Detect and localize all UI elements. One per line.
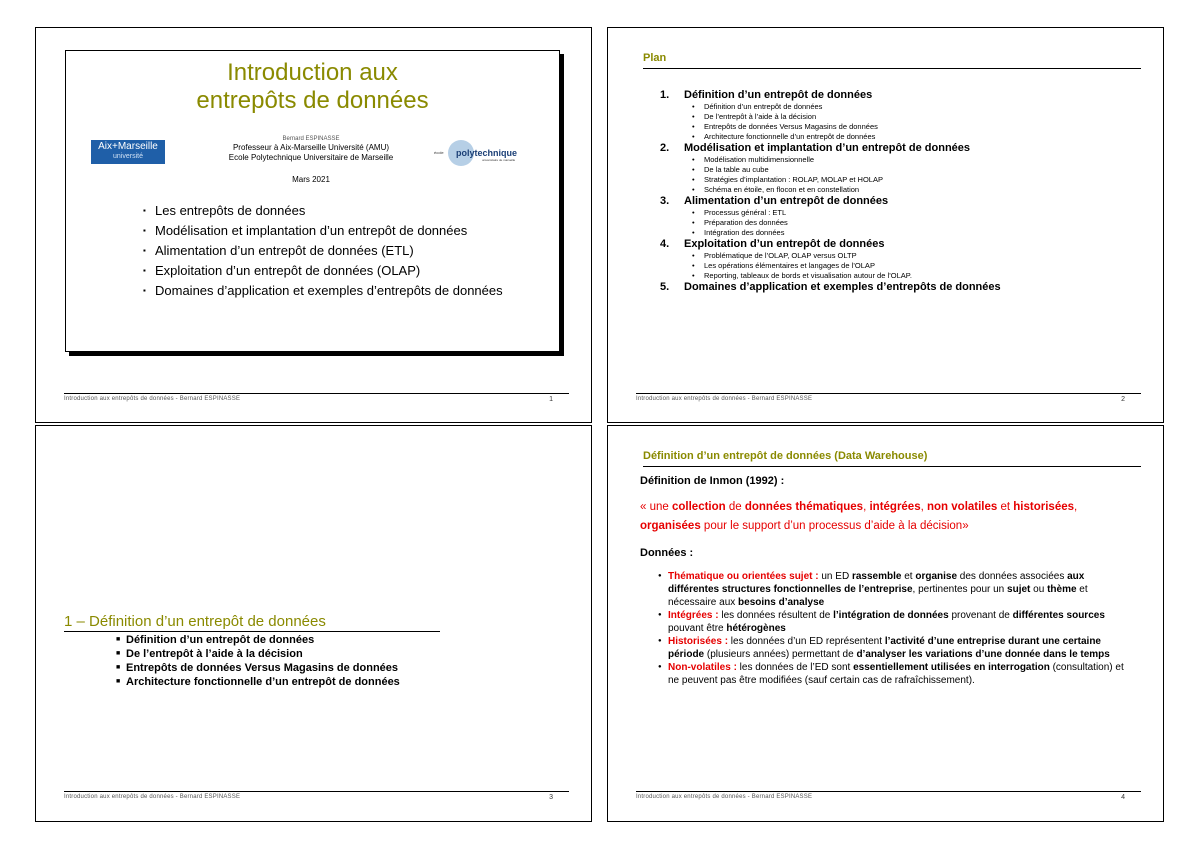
donnees-fragment: les données d’un ED représentent <box>728 636 885 647</box>
slide-number: 1 <box>549 396 553 403</box>
plan-section <box>660 142 1130 155</box>
definition-fragment: de <box>725 501 745 513</box>
bullet-item: ▪ Modélisation et implantation d’un entrepôt de données <box>143 221 563 241</box>
plan-subitem: • Définition d’un entrepôt de données <box>660 102 1130 112</box>
donnees-fragment: provenant de <box>948 610 1013 621</box>
donnees-fragment: , pertinentes pour un <box>912 584 1008 595</box>
inmon-heading: Définition de Inmon (1992) : <box>640 475 785 487</box>
plan-section <box>660 89 1130 102</box>
donnees-fragment: sujet <box>1007 584 1031 595</box>
donnees-fragment: des données associées <box>957 571 1068 582</box>
footer-text: Introduction aux entrepôts de données - Bernard ESPINASSE <box>636 794 813 800</box>
donnees-fragment: essentiellement utilisées en interrogation <box>853 662 1050 673</box>
plan-subitem: • De la table au cube <box>660 165 1130 175</box>
polytech-logo-prefix: école <box>434 150 444 155</box>
slide-4 <box>607 425 1164 822</box>
plan-section-title: Modélisation et implantation d’un entrepôt de données <box>684 142 971 154</box>
donnees-fragment: un ED <box>818 571 852 582</box>
plan-section-number: 5. <box>660 281 670 293</box>
slide1-bullets <box>143 201 563 301</box>
section-title: 1 – Définition d’un entrepôt de données <box>64 613 326 630</box>
footer-divider <box>64 791 569 792</box>
donnees-fragment: Thématique ou orientées sujet : <box>668 571 819 582</box>
donnees-fragment: (consultation) et ne peuvent pas être modifiées (sauf certain cas de rafraîchissement). <box>668 662 1124 686</box>
donnees-fragment: et <box>901 571 916 582</box>
donnees-fragment: l’intégration de données <box>833 610 949 621</box>
donnees-fragment: Intégrées : <box>668 610 719 621</box>
plan-subitem: • Stratégies d’implantation : ROLAP, MOLAP et HOLAP <box>660 175 1130 185</box>
bullet-item: ▪ Alimentation d’un entrepôt de données (ETL) <box>143 241 563 261</box>
donnees-fragment: Historisées : <box>668 636 729 647</box>
donnees-fragment: et nécessaire aux <box>668 584 1088 608</box>
donnees-item <box>658 570 1128 609</box>
donnees-fragment: (plusieurs années) permettant de <box>704 649 857 660</box>
polytech-logo-text: polytechnique <box>456 148 518 158</box>
donnees-fragment: pouvant être <box>668 623 727 634</box>
donnees-fragment: d’analyser les variations d’une donnée dans le temps <box>856 649 1110 660</box>
definition-fragment: organisées <box>640 520 701 532</box>
plan-subitem: • Reporting, tableaux de bords et visualisation autour de l’OLAP. <box>660 271 1130 281</box>
amu-logo-line2: université <box>113 153 143 160</box>
definition-fragment: historisées <box>1013 501 1075 513</box>
title-divider <box>643 466 1141 467</box>
plan-section-title: Définition d’un entrepôt de données <box>684 89 873 101</box>
donnees-fragment: l’activité d’une entreprise durant une certaine période <box>668 636 1101 660</box>
polytech-logo-sub: universitaire de marseille <box>482 158 516 162</box>
author-role: Professeur à Aix-Marseille Université (AMU) <box>232 143 390 152</box>
footer-divider <box>636 393 1141 394</box>
plan-section <box>660 195 1130 208</box>
donnees-fragment: différentes sources <box>1012 610 1105 621</box>
donnees-heading: Données : <box>640 547 694 559</box>
definition-fragment: intégrées <box>869 501 921 513</box>
definition-fragment: , <box>1074 501 1078 513</box>
amu-logo <box>91 140 165 164</box>
title-divider <box>643 68 1141 69</box>
footer-text: Introduction aux entrepôts de données - Bernard ESPINASSE <box>64 794 241 800</box>
bullet-item: ▪ Domaines d’application et exemples d’entrepôts de données <box>143 281 563 301</box>
definition-fragment: pour le support d’un processus d’aide à la décision» <box>700 520 969 532</box>
donnees-fragment: les données résultent de <box>718 610 834 621</box>
slide-title: Définition d’un entrepôt de données (Data Warehouse) <box>643 450 928 462</box>
donnees-fragment: ou <box>1030 584 1048 595</box>
definition-fragment: , <box>863 501 870 513</box>
donnees-fragment: besoins d’analyse <box>738 597 825 608</box>
definition-fragment: et <box>997 501 1014 513</box>
plan-subitem: • Problématique de l’OLAP, OLAP versus OLTP <box>660 251 1130 261</box>
section-items <box>116 633 400 689</box>
definition-fragment: collection <box>671 501 726 513</box>
footer-divider <box>64 393 569 394</box>
amu-logo-line1: Aix+Marseille <box>98 141 158 152</box>
plan-outline <box>660 89 1130 294</box>
plan-section-title: Alimentation d’un entrepôt de données <box>684 195 889 207</box>
polytech-logo <box>434 138 524 166</box>
footer-divider <box>636 791 1141 792</box>
plan-subitem: • Intégration des données <box>660 228 1130 238</box>
slide-number: 3 <box>549 794 553 801</box>
donnees-item <box>658 661 1128 687</box>
donnees-fragment: aux différentes structures fonctionnelles de l’entreprise <box>668 571 1085 595</box>
plan-section-title: Exploitation d’un entrepôt de données <box>684 238 885 250</box>
list-item: ■ Définition d’un entrepôt de données <box>116 633 400 647</box>
slide-3 <box>35 425 592 822</box>
slide-1 <box>35 27 592 423</box>
main-title-line1: Introduction aux <box>227 59 398 86</box>
footer-text: Introduction aux entrepôts de données - Bernard ESPINASSE <box>636 396 813 402</box>
list-item: ■ De l’entrepôt à l’aide à la décision <box>116 647 400 661</box>
donnees-item <box>658 635 1128 661</box>
author-name: Bernard ESPINASSE <box>282 136 340 142</box>
slide-number: 2 <box>1121 396 1125 403</box>
donnees-fragment: hétérogènes <box>726 623 786 634</box>
donnees-fragment: organise <box>915 571 958 582</box>
definition-fragment: données thématiques <box>744 501 864 513</box>
plan-subitem: • Processus général : ETL <box>660 208 1130 218</box>
slide-number: 4 <box>1121 794 1125 801</box>
definition-fragment: non volatiles <box>927 501 998 513</box>
plan-subitem: • Schéma en étoile, en flocon et en constellation <box>660 185 1130 195</box>
donnees-fragment: thème <box>1047 584 1077 595</box>
slide-2 <box>607 27 1164 423</box>
slide-title: Plan <box>643 52 667 64</box>
list-item: ■ Entrepôts de données Versus Magasins de données <box>116 661 400 675</box>
donnees-list <box>658 570 1128 687</box>
bullet-item: ▪ Les entrepôts de données <box>143 201 563 221</box>
main-title-line2: entrepôts de données <box>196 87 429 114</box>
definition-fragment: , <box>920 501 927 513</box>
donnees-fragment: les données de l’ED sont <box>736 662 854 673</box>
author-school: Ecole Polytechnique Universitaire de Marseille <box>228 153 394 162</box>
bullet-item: ▪ Exploitation d’un entrepôt de données (OLAP) <box>143 261 563 281</box>
footer-text: Introduction aux entrepôts de données - Bernard ESPINASSE <box>64 396 241 402</box>
title-divider <box>64 631 440 632</box>
plan-section-number: 3. <box>660 195 670 207</box>
donnees-fragment: rassemble <box>851 571 902 582</box>
definition-fragment: « une <box>640 501 672 513</box>
plan-section-number: 4. <box>660 238 670 250</box>
plan-section <box>660 238 1130 251</box>
plan-subitem: • De l’entrepôt à l’aide à la décision <box>660 112 1130 122</box>
plan-subitem: • Préparation des données <box>660 218 1130 228</box>
plan-subitem: • Architecture fonctionnelle d’un entrepôt de données <box>660 132 1130 142</box>
donnees-fragment: Non-volatiles : <box>668 662 737 673</box>
inmon-definition <box>640 498 1120 536</box>
presentation-date: Mars 2021 <box>292 175 330 184</box>
title-box <box>65 50 560 352</box>
donnees-item <box>658 609 1128 635</box>
plan-section-number: 2. <box>660 142 670 154</box>
plan-subitem: • Modélisation multidimensionnelle <box>660 155 1130 165</box>
plan-section <box>660 281 1130 294</box>
plan-section-number: 1. <box>660 89 670 101</box>
plan-section-title: Domaines d’application et exemples d’entrepôts de données <box>684 281 1001 293</box>
list-item: ■ Architecture fonctionnelle d’un entrepôt de données <box>116 675 400 689</box>
plan-subitem: • Les opérations élémentaires et langages de l’OLAP <box>660 261 1130 271</box>
plan-subitem: • Entrepôts de données Versus Magasins de données <box>660 122 1130 132</box>
